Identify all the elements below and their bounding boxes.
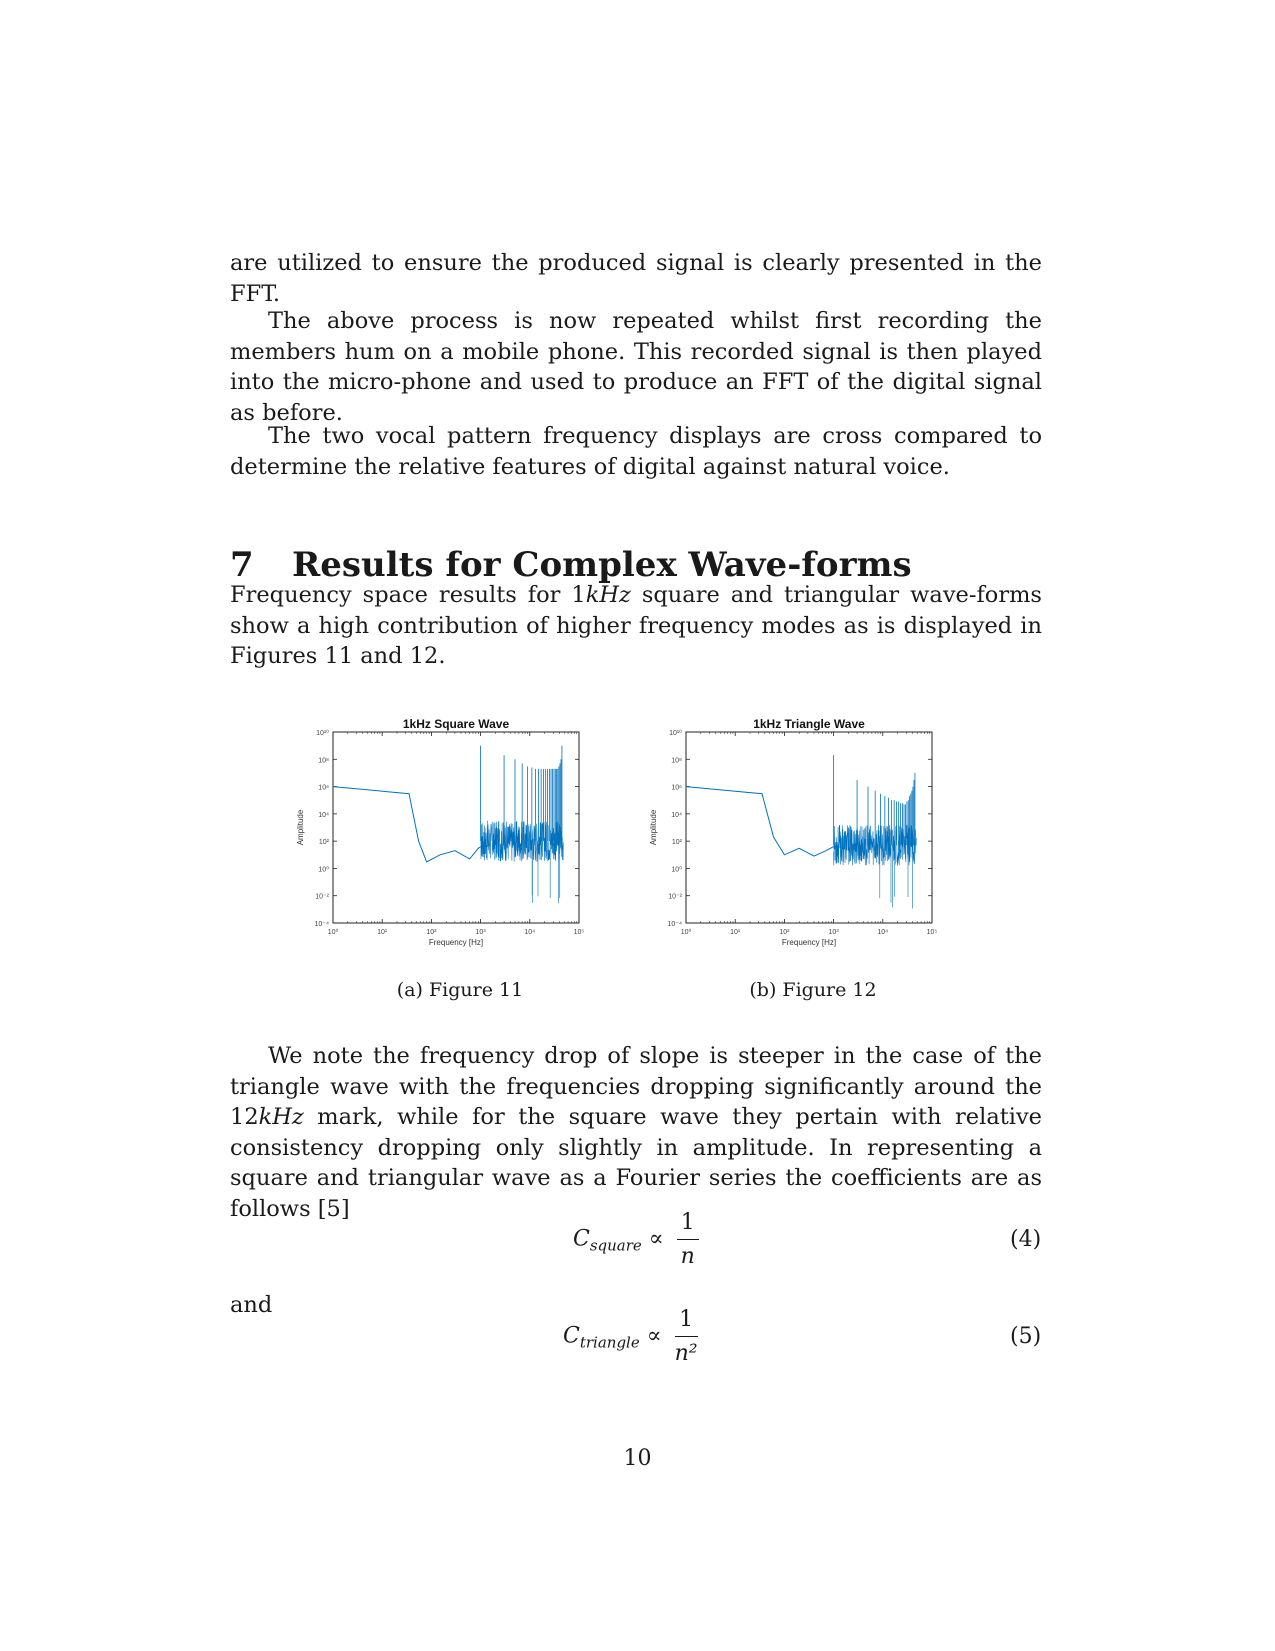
y-tick-label: 10¹⁰ (316, 730, 329, 737)
paragraph-5 (230, 1041, 1042, 1224)
y-tick-label: 10⁰ (671, 866, 682, 874)
y-tick-label: 10⁻⁴ (314, 921, 329, 928)
and-text: and (230, 1292, 273, 1318)
equation-4 (573, 1210, 699, 1269)
p4-pre: Frequency space results for 1 (230, 582, 586, 608)
spectrum-envelope (333, 787, 481, 862)
paragraph-3: The two vocal pattern frequency displays are cross compared to determine the relative features of digital against natural voice. (230, 423, 1042, 480)
y-tick-label: 10⁻² (315, 893, 329, 901)
eq5-rel: ∝ (646, 1323, 662, 1349)
x-axis-label: Frequency [Hz] (781, 938, 837, 947)
caption-figure-12: (b) Figure 12 (749, 979, 877, 1001)
y-tick-label: 10⁻² (668, 893, 682, 901)
eq5-den: n² (674, 1341, 698, 1366)
p4-unit: kHz (585, 582, 631, 608)
paragraph-1: are utilized to ensure the produced signal is clearly presented in the FFT. (230, 250, 1042, 307)
eq4-den: n (680, 1244, 695, 1269)
eq4-rel: ∝ (648, 1226, 664, 1252)
y-tick-label: 10⁴ (671, 811, 682, 819)
y-tick-label: 10⁸ (318, 757, 329, 765)
x-tick-label: 10⁴ (524, 929, 536, 936)
triangle-wave-chart (643, 718, 983, 988)
caption-figure-11: (a) Figure 11 (396, 979, 524, 1001)
eq4-sub: square (589, 1236, 642, 1255)
paragraph-4 (230, 580, 1042, 672)
eq4-lhs: C (573, 1226, 590, 1252)
x-tick-label: 10² (779, 929, 790, 936)
x-tick-label: 10⁴ (877, 929, 889, 936)
p5-post: mark, while for the square wave they pertain with relative consistency dropping only slightly in amplitude. In representing a square and triangular wave as a Fourier series the coefficients are as follows [5] (230, 1104, 1042, 1222)
y-tick-label: 10⁴ (318, 811, 329, 819)
y-tick-label: 10⁻⁴ (667, 921, 682, 928)
equation-5 (563, 1307, 698, 1366)
eq5-sub: triangle (579, 1333, 640, 1352)
y-axis-label: Amplitude (296, 809, 305, 846)
equation-4-label: (4) (1010, 1227, 1042, 1252)
chart-title: 1kHz Triangle Wave (753, 718, 865, 731)
chart-title: 1kHz Square Wave (402, 718, 510, 731)
section-heading (230, 545, 1042, 585)
section-number: 7 (230, 545, 254, 585)
eq4-num: 1 (677, 1210, 699, 1240)
section-title: Results for Complex Wave-forms (292, 545, 912, 585)
y-tick-label: 10⁶ (671, 784, 682, 792)
x-tick-label: 10⁰ (680, 929, 692, 936)
y-tick-label: 10¹⁰ (669, 730, 682, 737)
x-tick-label: 10² (426, 929, 437, 936)
x-axis-label: Frequency [Hz] (428, 938, 484, 947)
x-tick-label: 10⁵ (573, 929, 585, 936)
x-tick-label: 10³ (828, 929, 839, 936)
y-tick-label: 10⁶ (318, 784, 329, 792)
eq4-fraction (677, 1210, 699, 1269)
y-tick-label: 10⁰ (318, 866, 329, 874)
square-wave-chart (290, 718, 630, 988)
y-tick-label: 10² (318, 839, 329, 847)
equation-5-label: (5) (1010, 1324, 1042, 1349)
eq5-num: 1 (675, 1307, 698, 1337)
x-tick-label: 10¹ (730, 929, 741, 936)
y-tick-label: 10⁸ (671, 757, 682, 765)
paragraph-2: The above process is now repeated whilst first recording the members hum on a mobile phone. This recorded signal is then played into the micro-phone and used to produce an FFT of the digital signal as before. (230, 308, 1042, 426)
spectrum-envelope (686, 787, 834, 857)
x-tick-label: 10⁰ (327, 929, 339, 936)
x-tick-label: 10⁵ (926, 929, 938, 936)
p4-post: square and triangular wave-forms show a high contribution of higher frequency modes as is displayed in Figures 11 and 12. (230, 582, 1042, 669)
plot-frame (686, 732, 932, 923)
eq5-lhs: C (563, 1323, 580, 1349)
p5-unit: kHz (258, 1104, 304, 1130)
figure-11 (290, 718, 630, 1018)
y-axis-label: Amplitude (649, 809, 658, 846)
y-tick-label: 10² (671, 839, 682, 847)
p5-pre: We note the frequency drop of slope is steeper in the case of the triangle wave with the frequencies dropping significantly around the 12 (230, 1043, 1042, 1130)
eq5-fraction (675, 1307, 698, 1366)
x-tick-label: 10³ (475, 929, 486, 936)
figure-12 (643, 718, 983, 1018)
page-number: 10 (623, 1446, 652, 1471)
x-tick-label: 10¹ (377, 929, 388, 936)
